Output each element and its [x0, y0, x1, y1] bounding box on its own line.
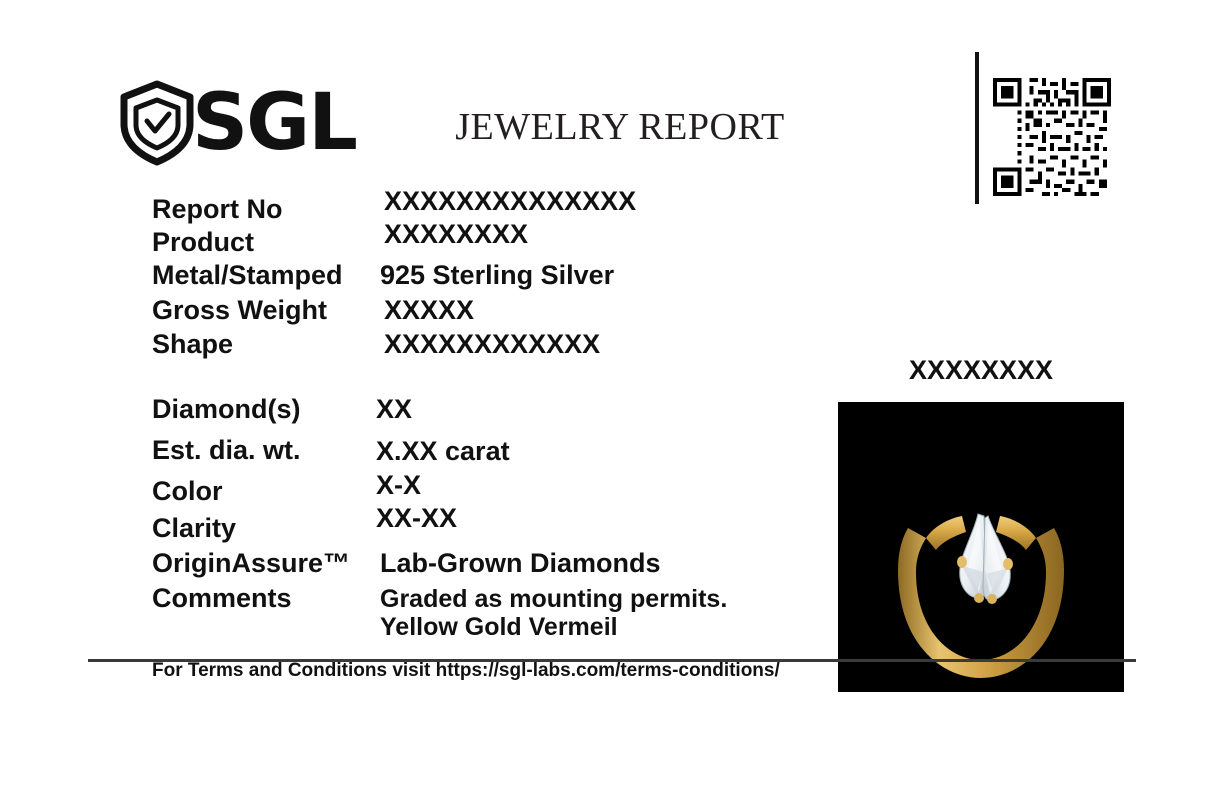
field-value: XXXXX — [384, 295, 475, 325]
field-label: Gross Weight — [152, 295, 328, 325]
report-fields — [152, 186, 912, 641]
logo-wordmark: SGL — [192, 78, 356, 168]
shield-check-icon — [118, 80, 196, 166]
field-label: OriginAssure™ — [152, 548, 351, 578]
field-value: XX-XX — [376, 503, 458, 533]
field-row-product — [152, 219, 912, 257]
field-value: X.XX carat — [376, 436, 510, 466]
field-row-report-no — [152, 186, 912, 224]
qr-divider — [975, 52, 979, 204]
field-value: XXXXXXXXXXXXXX — [384, 186, 637, 216]
field-row-clarity — [152, 503, 912, 543]
sgl-logo — [118, 80, 356, 166]
qr-block — [975, 52, 1111, 204]
field-row-shape — [152, 331, 912, 358]
terms-and-conditions-text[interactable]: For Terms and Conditions visit https://sgl-labs.com/terms-conditions/ — [152, 660, 780, 681]
section-gap — [152, 358, 912, 396]
field-value: Lab-Grown Diamonds — [380, 548, 661, 578]
field-label: Color — [152, 476, 223, 506]
field-row-color — [152, 470, 912, 506]
product-photo — [838, 402, 1124, 692]
field-label: Product — [152, 227, 255, 257]
field-label: Shape — [152, 329, 234, 359]
field-row-diamonds — [152, 396, 912, 423]
field-label: Comments — [152, 583, 292, 613]
field-label: Metal/Stamped — [152, 260, 343, 290]
field-value: XX — [376, 394, 413, 424]
field-value — [380, 585, 727, 641]
field-label: Diamond(s) — [152, 394, 301, 424]
field-label: Clarity — [152, 513, 237, 543]
field-row-gross-weight — [152, 297, 912, 324]
field-value: 925 Sterling Silver — [380, 260, 615, 290]
comments-line-1: Graded as mounting permits. — [380, 585, 728, 613]
field-label: Report No — [152, 194, 283, 224]
field-label: Est. dia. wt. — [152, 435, 301, 465]
field-value: XXXXXXXXXXXX — [384, 329, 601, 359]
field-row-est-dia-wt — [152, 437, 912, 464]
product-caption: XXXXXXXX — [908, 355, 1054, 385]
field-value: XXXXXXXX — [384, 219, 529, 249]
page-title: JEWELRY REPORT — [455, 106, 785, 148]
field-row-originassure — [152, 550, 912, 577]
qr-code-icon[interactable] — [993, 52, 1111, 201]
field-row-comments — [152, 585, 912, 641]
field-value: X-X — [376, 470, 422, 500]
comments-line-2: Yellow Gold Vermeil — [380, 613, 618, 641]
field-row-metal-stamped — [152, 262, 912, 289]
